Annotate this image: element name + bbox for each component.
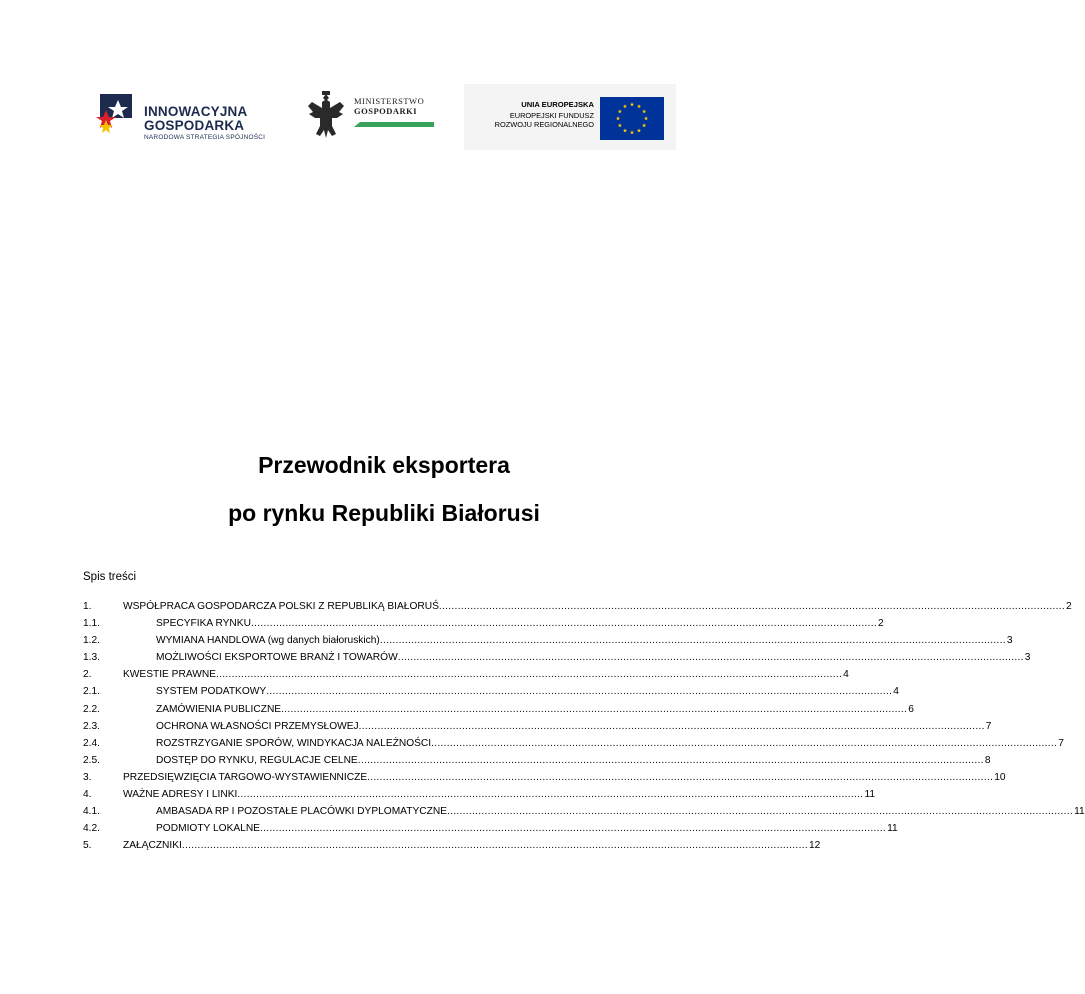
toc-entry-number: 4. (83, 789, 92, 801)
toc-entry-number: 2.5. (83, 754, 100, 766)
document-subtitle: po rynku Republiki Białorusi (228, 500, 540, 526)
toc-entry-body (123, 837, 821, 854)
toc-entry-number: 1. (83, 601, 92, 612)
toc-entry-label[interactable]: AMBASADA RP I POZOSTAŁE PLACÓWKI DYPLOMATYCZNE (156, 806, 447, 818)
toc-entry[interactable] (83, 735, 1064, 752)
toc-leader-dots: ........................................................................................................................................................................................................ (237, 789, 864, 801)
toc-entry-page[interactable]: 4 (843, 669, 849, 681)
toc-entry[interactable] (83, 615, 884, 632)
toc-entry-label[interactable]: MOŻLIWOŚCI EKSPORTOWE BRANŻ I TOWARÓW (156, 652, 398, 664)
toc-entry-body (156, 735, 1064, 752)
toc-entry-label[interactable]: SPECYFIKA RYNKU (156, 618, 251, 630)
toc-entry-page[interactable]: 4 (893, 686, 899, 698)
toc-entry-label[interactable]: KWESTIE PRAWNE (123, 669, 217, 681)
toc-entry-label[interactable]: WAŻNE ADRESY I LINKI (123, 789, 238, 801)
toc-entry-body (123, 769, 1006, 786)
eu-line3: ROZWOJU REGIONALNEGO (494, 120, 594, 129)
header-logos (0, 84, 768, 154)
table-of-contents (83, 598, 1085, 854)
toc-entry-body (123, 598, 1072, 615)
toc-entry[interactable] (83, 632, 1013, 649)
toc-entry-body (156, 803, 1085, 820)
toc-entry[interactable] (83, 803, 1085, 820)
toc-entry-page[interactable]: 2 (878, 618, 884, 630)
toc-entry-number: 4.1. (83, 806, 100, 818)
polish-eagle-icon (306, 90, 346, 142)
toc-entry[interactable] (83, 769, 1006, 786)
toc-leader-dots: ........................................................................................................................................................................................................ (266, 686, 893, 698)
toc-entry[interactable] (83, 786, 876, 803)
toc-entry[interactable] (83, 837, 821, 854)
toc-leader-dots: ........................................................................................................................................................................................................ (367, 771, 994, 783)
toc-entry-number: 4.2. (83, 823, 100, 835)
toc-entry-body (156, 820, 898, 837)
toc-entry[interactable] (83, 820, 898, 837)
toc-leader-dots: ........................................................................................................................................................................................................ (431, 737, 1058, 749)
toc-entry[interactable] (83, 649, 1031, 666)
toc-leader-dots: ........................................................................................................................................................................................................ (259, 823, 887, 835)
toc-leader-dots: ........................................................................................................................................................................................................ (216, 669, 843, 681)
toc-leader-dots: ........................................................................................................................................................................................................ (397, 652, 1024, 664)
toc-entry-label[interactable]: SYSTEM PODATKOWY (156, 686, 267, 698)
toc-entry-number: 2.2. (83, 703, 100, 715)
toc-entry-body (156, 649, 1031, 666)
ministerstwo-gospodarki-logo (306, 90, 436, 146)
toc-entry-page[interactable]: 3 (1006, 635, 1013, 647)
toc-entry-page[interactable]: 2 (1066, 601, 1072, 612)
toc-entry-label[interactable]: ZAMÓWIENIA PUBLICZNE (156, 703, 282, 715)
toc-entry-body (156, 718, 992, 735)
eu-flag-icon (600, 97, 664, 140)
toc-entry-label[interactable]: PRZEDSIĘWZIĘCIA TARGOWO-WYSTAWIENNICZE (123, 771, 368, 783)
toc-entry-number: 1.2. (83, 635, 100, 647)
toc-entry[interactable] (83, 683, 899, 700)
innowacyjna-star-icon (96, 92, 136, 136)
toc-entry-number: 1.1. (83, 618, 100, 630)
toc-leader-dots: ........................................................................................................................................................................................................ (358, 720, 985, 732)
toc-entry-number: 1.3. (83, 652, 100, 664)
toc-entry-body (156, 632, 1013, 649)
toc-entry[interactable] (83, 718, 992, 735)
toc-leader-dots: ........................................................................................................................................................................................................ (250, 618, 878, 630)
toc-entry-page[interactable]: 12 (808, 840, 821, 852)
ministerstwo-green-bar (354, 122, 434, 127)
toc-entry-body (156, 752, 991, 769)
innowacyjna-line1: INNOWACYJNA (144, 104, 248, 119)
toc-entry-page[interactable]: 11 (1074, 806, 1085, 818)
toc-entry-number: 3. (83, 771, 92, 783)
toc-heading: Spis treści (83, 571, 137, 583)
toc-entry-label[interactable]: ROZSTRZYGANIE SPORÓW, WINDYKACJA NALEŻNOŚCI (156, 737, 432, 749)
toc-entry[interactable] (83, 598, 1072, 615)
toc-entry-page[interactable]: 3 (1024, 652, 1031, 664)
toc-entry-number: 2.4. (83, 737, 100, 749)
toc-leader-dots: ........................................................................................................................................................................................................ (379, 635, 1006, 647)
toc-leader-dots: ........................................................................................................................................................................................................ (181, 840, 808, 852)
toc-entry-number: 2.1. (83, 686, 100, 698)
toc-entry-label[interactable]: OCHRONA WŁASNOŚCI PRZEMYSŁOWEJ (156, 720, 359, 732)
toc-entry-number: 2.3. (83, 720, 100, 732)
toc-entry-label[interactable]: PODMIOTY LOKALNE (156, 823, 260, 835)
toc-leader-dots: ........................................................................................................................................................................................................ (446, 806, 1074, 818)
toc-entry-label[interactable]: DOSTĘP DO RYNKU, REGULACJE CELNE (156, 754, 358, 766)
toc-entry-page[interactable]: 7 (1058, 737, 1064, 749)
eu-line2: EUROPEJSKI FUNDUSZ (509, 111, 594, 120)
toc-entry-page[interactable]: 11 (864, 789, 876, 801)
toc-entry-page[interactable]: 8 (984, 754, 991, 766)
toc-leader-dots: ........................................................................................................................................................................................................ (281, 703, 908, 715)
toc-leader-dots: ........................................................................................................................................................................................................ (438, 601, 1065, 612)
toc-entry-label[interactable]: ZAŁĄCZNIKI (123, 840, 182, 852)
eu-line1: UNIA EUROPEJSKA (521, 100, 594, 109)
toc-entry-body (156, 615, 884, 632)
toc-entry-page[interactable]: 11 (887, 823, 898, 835)
toc-leader-dots: ........................................................................................................................................................................................................ (357, 754, 984, 766)
innowacyjna-gospodarka-logo (96, 88, 276, 148)
toc-entry[interactable] (83, 752, 991, 769)
toc-entry-body (156, 701, 914, 718)
unia-europejska-logo (464, 84, 676, 150)
toc-entry-page[interactable]: 6 (908, 703, 914, 715)
toc-entry[interactable] (83, 666, 849, 683)
document-title: Przewodnik eksportera (258, 452, 510, 478)
toc-entry-body (123, 666, 849, 683)
innowacyjna-line3: NARODOWA STRATEGIA SPÓJNOŚCI (144, 134, 266, 141)
ministerstwo-line1: MINISTERSTWO (354, 96, 425, 106)
toc-entry-number: 2. (83, 669, 92, 681)
innowacyjna-line2: GOSPODARKA (144, 118, 245, 133)
toc-entry-label[interactable]: WYMIANA HANDLOWA (wg danych białoruskich) (156, 635, 380, 647)
toc-entry-body (123, 786, 876, 803)
toc-entry-label[interactable]: WSPÓŁPRACA GOSPODARCZA POLSKI Z REPUBLIKĄ BIAŁORUŚ (123, 601, 439, 612)
toc-entry-body (156, 683, 899, 700)
ministerstwo-line2: GOSPODARKI (354, 106, 418, 116)
toc-entry-number: 5. (83, 840, 92, 852)
toc-entry-page[interactable]: 10 (994, 771, 1006, 783)
toc-entry[interactable] (83, 701, 914, 718)
toc-entry-page[interactable]: 7 (985, 720, 992, 732)
